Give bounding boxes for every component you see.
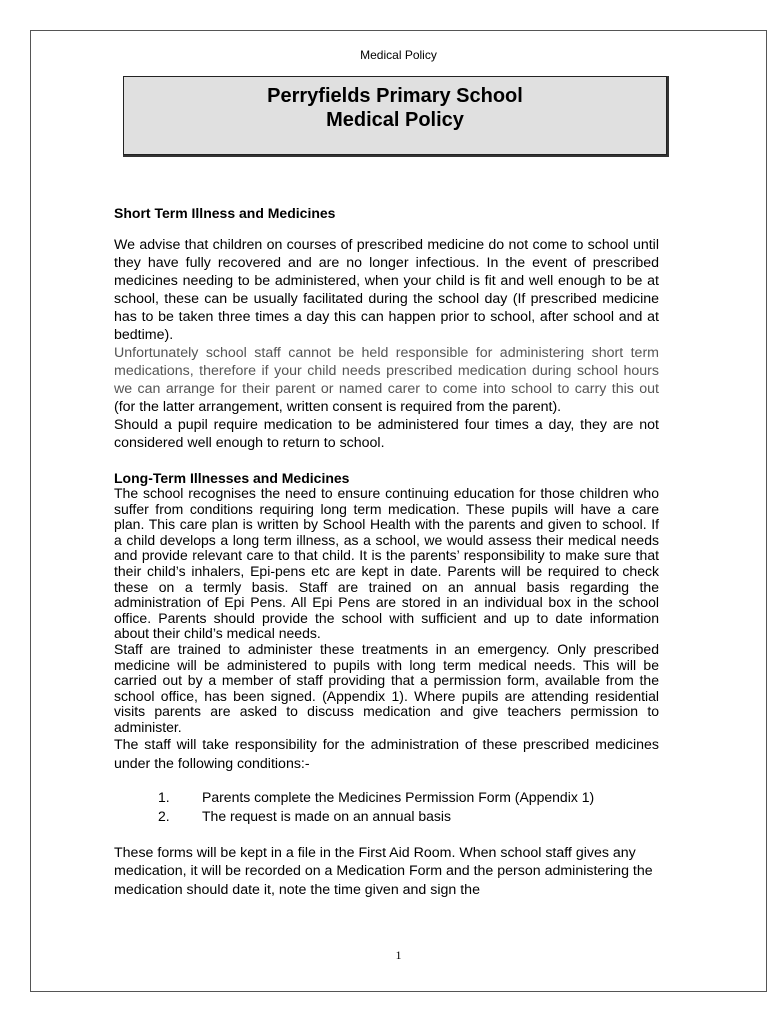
running-header: Medical Policy bbox=[360, 48, 437, 62]
school-name: Perryfields Primary School bbox=[267, 85, 523, 107]
long-term-para-4: These forms will be kept in a file in the First Aid Room. When school staff gives any medication, it will be recorded on a Medication Form and the person administering the medication should date it, note the time given and sign the bbox=[114, 844, 653, 898]
long-term-para-3: The staff will take responsibility for the administration of these prescribed medicines under the following conditions:- bbox=[114, 736, 659, 772]
list-item-text: The request is made on an annual basis bbox=[202, 807, 452, 824]
title-box bbox=[123, 76, 667, 155]
short-term-para-2 bbox=[114, 344, 659, 416]
list-item bbox=[114, 788, 659, 807]
list-item bbox=[114, 807, 659, 826]
long-term-para-2: Staff are trained to administer these treatments in an emergency. Only prescribed medicine will be administered to pupils with long term medical needs. This will be carried out by a member of staff providing that a permission form, available from the school office, has been signed. (Appendix 1). Where pupils are attending residential visits parents are asked to discuss medication and give teachers permission to administer. bbox=[114, 640, 659, 735]
document-page bbox=[30, 30, 767, 992]
short-term-para-1: We advise that children on courses of prescribed medicine do not come to school until they have fully recovered and are no longer infectious. In the event of prescribed medicines needing to be administered, when your child is fit and well enough to be at school, these can be usually facilitated during the school day (If prescribed medicine has to be taken three times a day this can happen prior to school, after school and at bedtime). bbox=[114, 237, 659, 343]
short-term-para-2-grey: Unfortunately school staff cannot be held responsible for administering short term medications, therefore if your child needs prescribed medication during school hours we can arrange for their parent or named carer to come into school to carry this out bbox=[114, 345, 659, 397]
conditions-list bbox=[114, 788, 659, 826]
policy-title: Medical Policy bbox=[326, 109, 464, 131]
short-term-heading: Short Term Illness and Medicines bbox=[114, 205, 336, 221]
list-item-text: Parents complete the Medicines Permission Form (Appendix 1) bbox=[202, 788, 595, 805]
short-term-para-2-rest: (for the latter arrangement, written consent is required from the parent). bbox=[114, 399, 562, 415]
document-body bbox=[114, 205, 659, 899]
page-number: 1 bbox=[395, 948, 402, 962]
short-term-para-3: Should a pupil require medication to be administered four times a day, they are not considered well enough to return to school. bbox=[114, 417, 659, 451]
long-term-heading: Long-Term Illnesses and Medicines bbox=[114, 470, 350, 486]
list-item-number: 1. bbox=[158, 788, 170, 805]
long-term-para-1: The school recognises the need to ensure continuing education for those children who suffer from conditions requiring long term medication. These pupils will have a care plan. This care plan is written by School Health with the parents and given to school. If a child develops a long term illness, as a school, we would assess their medical needs and provide relevant care to that child. It is the parents’ responsibility to make sure that their child’s inhalers, Epi-pens etc are kept in date. Parents will be required to check these on a termly basis. Staff are trained on an annual basis regarding the administration of Epi Pens. All Epi Pens are stored in an individual box in the school office. Parents should provide the school with sufficient and up to date information about their child’s medical needs. bbox=[114, 485, 659, 642]
list-item-number: 2. bbox=[158, 807, 170, 824]
